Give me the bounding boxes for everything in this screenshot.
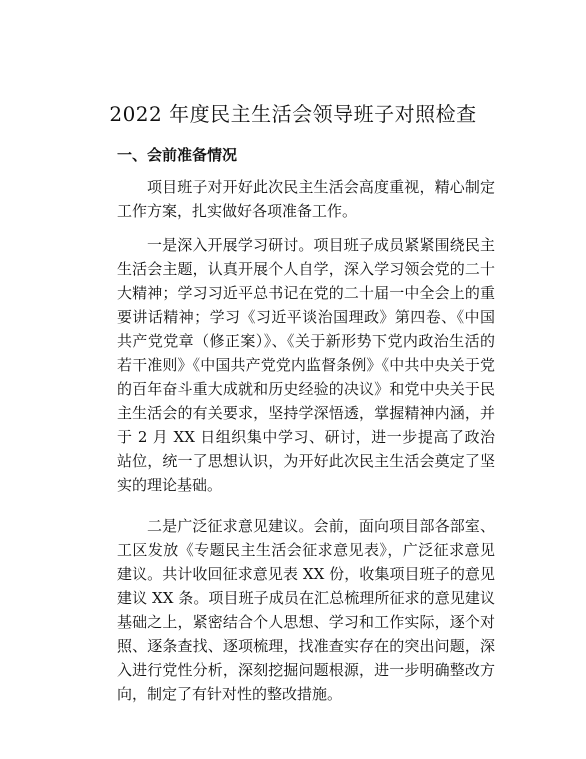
- section-heading: 一、会前准备情况: [117, 146, 238, 164]
- paragraph-feedback: 二是广泛征求意见建议。会前，面向项目部各部室、工区发放《专题民主生活会征求意见表》，广泛征求意见建议。共计收回征求意见表 XX 份，收集项目班子的意见建议 XX 条。项目班子成员在汇总梳理所征求的意见建议基础之上，紧密结合个人思想、学习和工作实际，逐个对照、逐条查找、逐项梳理，找准查实存在的突出问题，深入进行党性分析，深刻挖掘问题根源，进一步明确整改方向，制定了有针对性的整改措施。: [117, 517, 495, 703]
- paragraph-study: 一是深入开展学习研讨。项目班子成员紧紧围绕民主生活会主题，认真开展个人自学，深入学习领会党的二十大精神；学习习近平总书记在党的二十届一中全会上的重要讲话精神；学习《习近平谈治国理政》第四卷、《中国共产党党章（修正案）》、《关于新形势下党内政治生活的若干准则》《中国共产党党内监督条例》《中共中央关于党的百年奋斗重大成就和历史经验的决议》和党中央关于民主生活会的有关要求，坚持学深悟透，掌握精神内涵，并于 2 月 XX 日组织集中学习、研讨，进一步提高了政治站位，统一了思想认识，为开好此次民主生活会奠定了坚实的理论基础。: [117, 236, 495, 494]
- paragraph-intro: 项目班子对开好此次民主生活会高度重视，精心制定工作方案，扎实做好各项准备工作。: [117, 178, 495, 220]
- document-title: 2022 年度民主生活会领导班子对照检查: [109, 102, 477, 126]
